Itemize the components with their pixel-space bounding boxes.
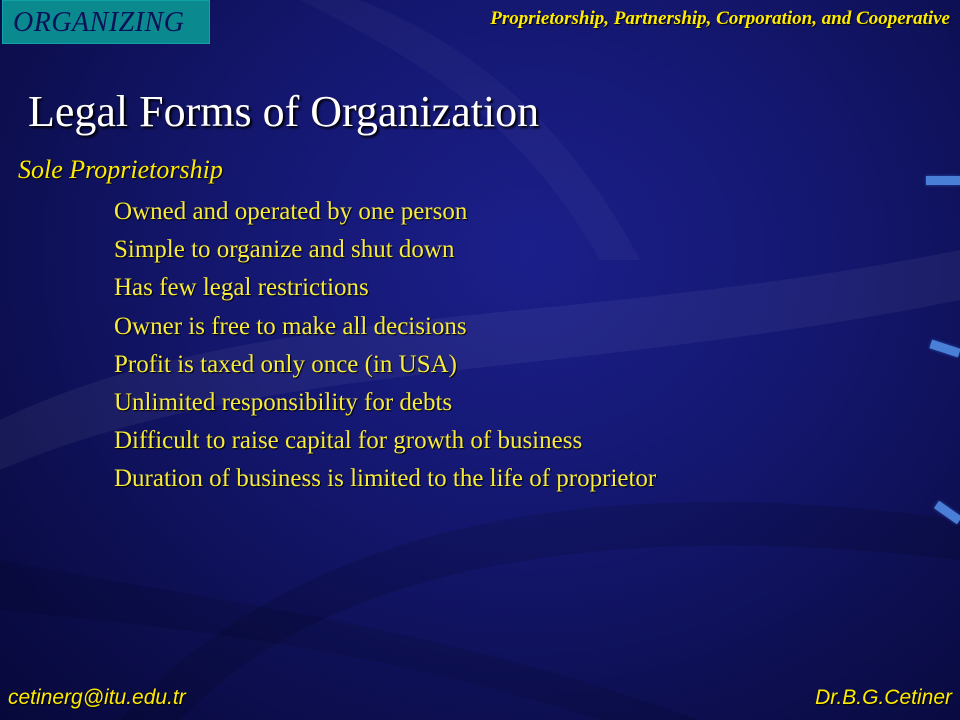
list-item: Has few legal restrictions	[114, 274, 369, 302]
section-tag	[2, 0, 210, 44]
list-item: Unlimited responsibility for debts	[114, 389, 453, 417]
list-item: Owner is free to make all decisions	[114, 312, 467, 340]
list-item: Duration of business is limited to the life of proprietor	[114, 465, 657, 493]
side-decoration-mark	[929, 340, 960, 358]
contact-email: cetinerg@itu.edu.tr	[8, 686, 186, 709]
section-heading: Sole Proprietorship	[18, 155, 223, 184]
list-item: Difficult to raise capital for growth of business	[114, 427, 583, 455]
slide-topic: Proprietorship, Partnership, Corporation, and Cooperative	[490, 8, 950, 29]
list-item: Simple to organize and shut down	[114, 236, 455, 264]
list-item: Profit is taxed only once (in USA)	[114, 350, 458, 378]
slide-title: Legal Forms of Organization	[28, 87, 540, 136]
bullet-list	[114, 193, 656, 499]
section-tag-label: ORGANIZING	[13, 7, 185, 38]
list-item: Owned and operated by one person	[114, 198, 468, 225]
side-decoration-mark	[926, 176, 960, 185]
side-decoration-mark	[934, 501, 960, 524]
author-name: Dr.B.G.Cetiner	[815, 686, 952, 709]
